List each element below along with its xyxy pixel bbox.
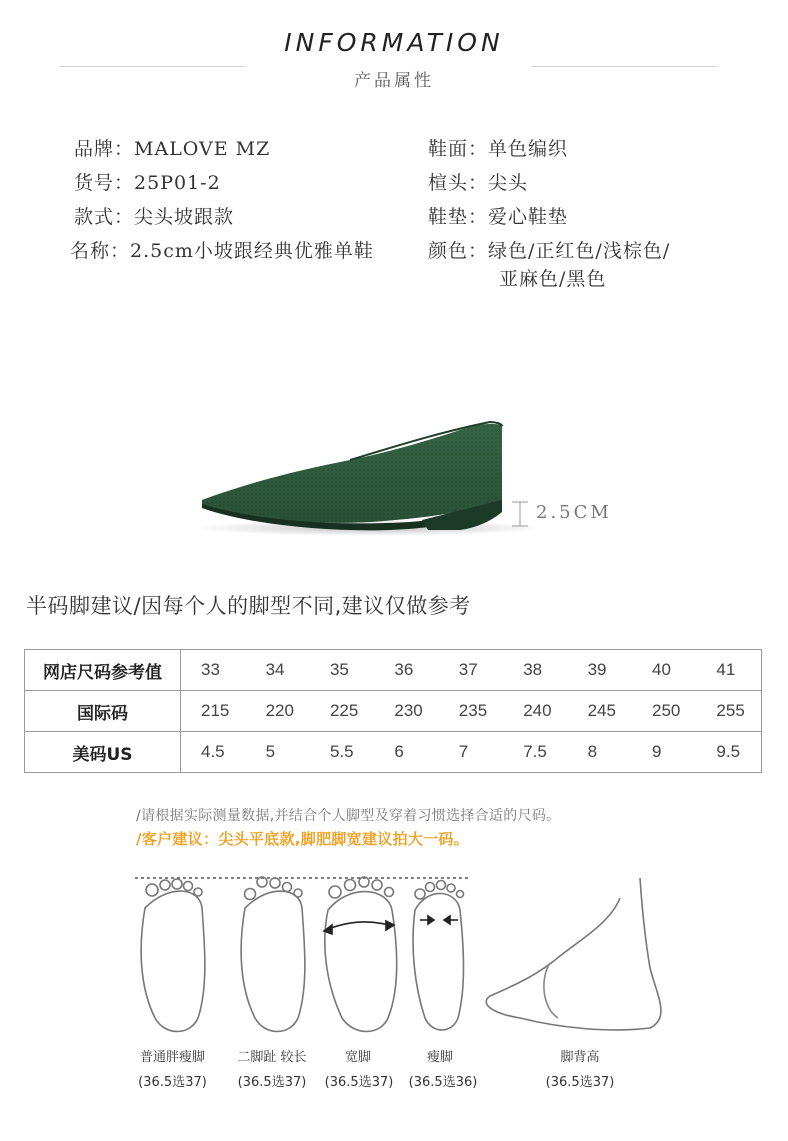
table-cell: 235: [439, 691, 503, 732]
table-cell: 34: [246, 650, 310, 691]
info-color: [428, 236, 670, 263]
info-color-value-line2: 亚麻色/黑色: [499, 268, 607, 290]
table-cell: 35: [310, 650, 374, 691]
table-cell: 8: [568, 732, 632, 773]
size-table: [24, 649, 762, 773]
info-brand: [74, 134, 270, 161]
product-image: [190, 400, 630, 550]
page-subtitle: 产品属性: [354, 71, 434, 91]
table-cell: 39: [568, 650, 632, 691]
info-sku-value: 25P01-2: [134, 172, 221, 194]
foot-outlines: [110, 868, 690, 1038]
table-cell: 9.5: [696, 732, 761, 773]
table-cell: 33: [181, 650, 246, 691]
info-sku-key: 货号：: [74, 172, 135, 194]
foot-type-label: 二脚趾 较长: [237, 1050, 307, 1065]
measure-note: /请根据实际测量数据,并结合个人脚型及穿着习惯选择合适的尺码。: [136, 808, 561, 824]
row-label: 国际码: [25, 691, 181, 732]
info-brand-value: MALOVE MZ: [134, 138, 271, 160]
table-cell: 41: [696, 650, 761, 691]
table-cell: 6: [374, 732, 438, 773]
info-color-value-line1: 绿色/正红色/浅棕色/: [488, 240, 671, 262]
info-upper-key: 鞋面：: [428, 138, 489, 160]
table-cell: 230: [374, 691, 438, 732]
info-toe: [428, 168, 528, 195]
row-label: 网店尺码参考值: [25, 650, 181, 691]
foot-type-advice: (36.5选37): [545, 1075, 615, 1090]
info-toe-value: 尖头: [488, 172, 529, 194]
size-hint: 半码脚建议/因每个人的脚型不同,建议仅做参考: [26, 594, 471, 618]
info-name-value: 2.5cm小坡跟经典优雅单鞋: [130, 240, 374, 262]
table-cell: 215: [181, 691, 246, 732]
customer-advice: /客户建议：尖头平底款,脚肥脚宽建议拍大一码。: [136, 830, 470, 848]
info-style-value: 尖头坡跟款: [134, 206, 235, 228]
table-cell: 250: [632, 691, 696, 732]
foot-type-advice: (36.5选36): [408, 1075, 478, 1090]
foot-type-label: 瘦脚: [426, 1050, 453, 1065]
info-sku: [74, 168, 221, 195]
foot-type-label: 宽脚: [344, 1050, 371, 1065]
table-cell: 4.5: [181, 732, 246, 773]
info-name-key: 名称：: [70, 240, 131, 262]
row-label: 美码US: [25, 732, 181, 773]
foot-type-advice: (36.5选37): [324, 1075, 394, 1090]
info-upper: [428, 134, 568, 161]
foot-type-advice: (36.5选37): [237, 1075, 307, 1090]
table-cell: 37: [439, 650, 503, 691]
table-cell: 255: [696, 691, 761, 732]
table-row: [25, 732, 762, 773]
info-color-line2: [499, 264, 606, 291]
foot-type-label: 脚背高: [560, 1050, 600, 1065]
table-cell: 5: [246, 732, 310, 773]
foot-types-illustration: [110, 868, 690, 1090]
table-cell: 40: [632, 650, 696, 691]
table-row: [25, 650, 762, 691]
info-color-key: 颜色：: [428, 240, 489, 262]
foot-type-advice: (36.5选37): [138, 1075, 207, 1090]
info-toe-key: 楦头：: [428, 172, 489, 194]
foot-type-label: 普通胖瘦脚: [139, 1050, 205, 1065]
info-name: [70, 236, 374, 263]
table-cell: 5.5: [310, 732, 374, 773]
table-row: [25, 691, 762, 732]
info-insole-value: 爱心鞋垫: [488, 206, 569, 228]
table-cell: 240: [503, 691, 567, 732]
info-brand-key: 品牌：: [74, 138, 135, 160]
info-insole: [428, 202, 568, 229]
table-cell: 245: [568, 691, 632, 732]
shoe-illustration: [190, 400, 630, 550]
table-cell: 9: [632, 732, 696, 773]
info-style: [74, 202, 234, 229]
page-title: INFORMATION: [284, 28, 504, 57]
table-cell: 7: [439, 732, 503, 773]
table-cell: 38: [503, 650, 567, 691]
info-upper-value: 单色编织: [488, 138, 569, 160]
heel-height-label: 2.5CM: [536, 502, 612, 523]
info-style-key: 款式：: [74, 206, 135, 228]
table-cell: 220: [246, 691, 310, 732]
table-cell: 225: [310, 691, 374, 732]
table-cell: 7.5: [503, 732, 567, 773]
info-insole-key: 鞋垫：: [428, 206, 489, 228]
table-cell: 36: [374, 650, 438, 691]
